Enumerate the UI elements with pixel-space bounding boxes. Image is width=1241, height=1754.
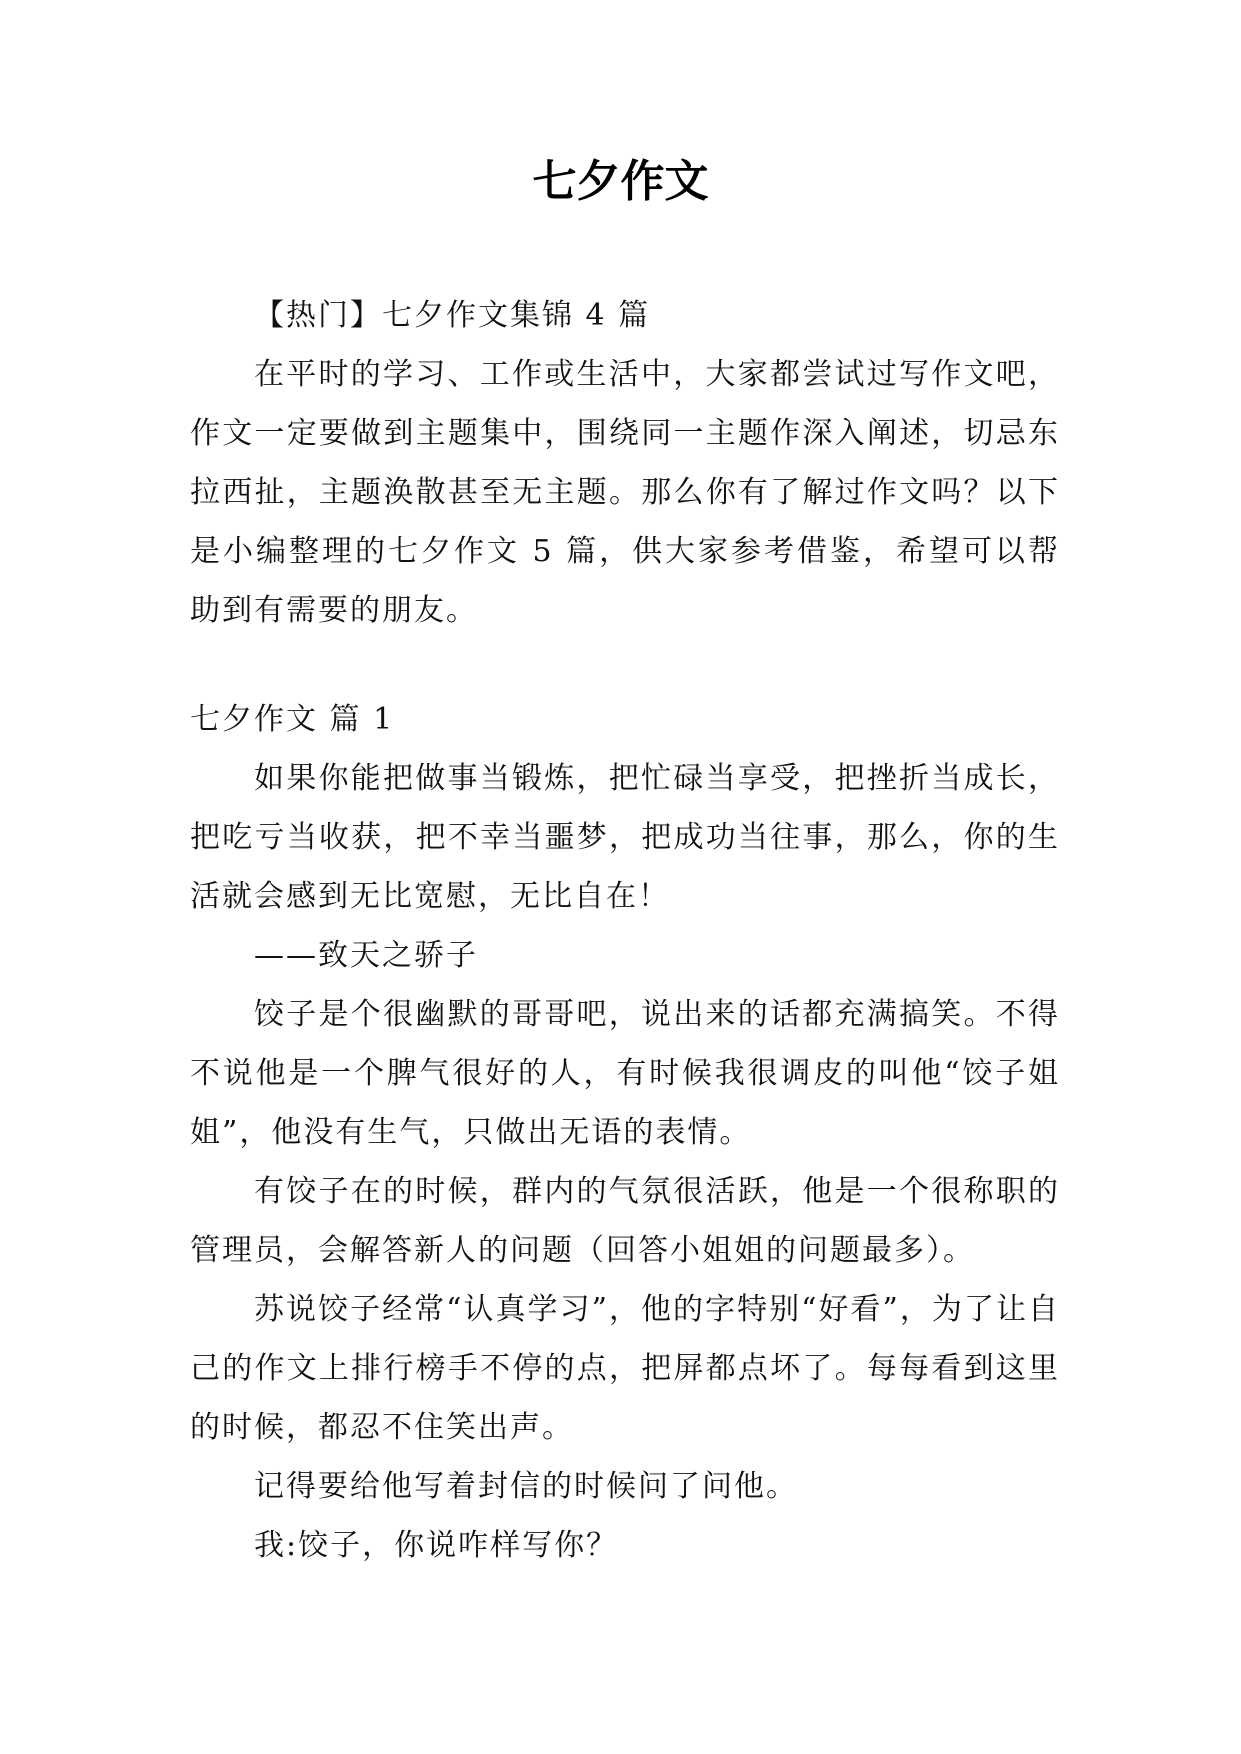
body-paragraph: 如果你能把做事当锻炼，把忙碌当享受，把挫折当成长，把吃亏当收获，把不幸当噩梦，把成功当往事，那么，你的生活就会感到无比宽慰，无比自在！ xyxy=(190,761,1060,914)
document-body xyxy=(190,286,1060,1575)
body-paragraph: 有饺子在的时候，群内的气氛很活跃，他是一个很称职的管理员，会解答新人的问题（回答小姐姐的问题最多）。 xyxy=(190,1174,1060,1268)
document-title: 七夕作文 xyxy=(532,156,709,207)
body-paragraph: 我:饺子，你说咋样写你？ xyxy=(254,1528,619,1563)
dedication-line: ——致天之骄子 xyxy=(254,938,478,973)
intro-paragraph: 在平时的学习、工作或生活中，大家都尝试过写作文吧，作文一定要做到主题集中，围绕同一主题作深入阐述，切忌东拉西扯，主题涣散甚至无主题。那么你有了解过作文吗？以下是小编整理的七夕作文 5 篇，供大家参考借鉴，希望可以帮助到有需要的朋友。 xyxy=(190,357,1060,628)
body-paragraph: 记得要给他写着封信的时候问了问他。 xyxy=(254,1469,798,1504)
body-paragraph: 饺子是个很幽默的哥哥吧，说出来的话都充满搞笑。不得不说他是一个脾气很好的人，有时候我很调皮的叫他“饺子姐姐”，他没有生气，只做出无语的表情。 xyxy=(190,997,1060,1150)
section-spacer xyxy=(190,640,1060,690)
section-heading: 七夕作文 篇 1 xyxy=(190,702,395,737)
document-subtitle: 【热门】七夕作文集锦 4 篇 xyxy=(254,298,651,333)
body-paragraph: 苏说饺子经常“认真学习”，他的字特别“好看”，为了让自己的作文上排行榜手不停的点，把屏都点坏了。每每看到这里的时候，都忍不住笑出声。 xyxy=(190,1292,1060,1445)
